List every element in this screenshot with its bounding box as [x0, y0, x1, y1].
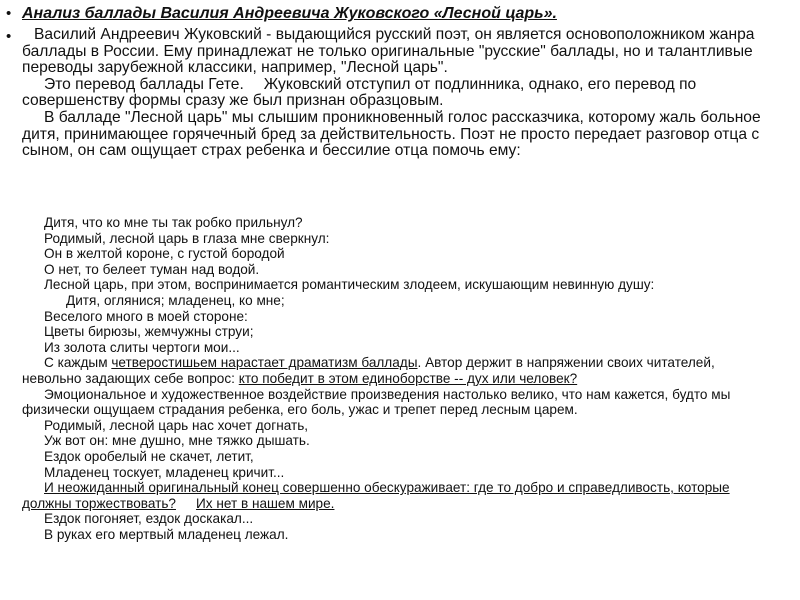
document-title: Анализ баллады Василия Андреевича Жуковского «Лесной царь».	[22, 5, 557, 22]
poem-line: Родимый, лесной царь в глаза мне сверкнул:	[44, 230, 330, 246]
poem-line: Ездок оробелый не скачет, летит,	[44, 448, 254, 464]
intro-section	[22, 27, 794, 160]
intro-paragraph: Это перевод баллады Гете. Жуковский отступил от подлинника, однако, его перевод по совершенству формы сразу же был признан образцовым.	[22, 75, 697, 110]
poem-line: Он в желтой короне, с густой бородой	[44, 246, 285, 262]
analysis-paragraph: Лесной царь, при этом, воспринимается романтическим злодеем, искушающим невинную душу:	[44, 277, 655, 293]
underlined-question: кто победит в этом единоборстве -- дух или человек?	[238, 370, 578, 386]
intro-paragraph: В балладе "Лесной царь" мы слышим проникновенный голос рассказчика, которому жаль больное дитя, принимающее горячечный бред за действительность. Поэт не просто передает разговор отца с сыном, он сам ощущает страх ребенка и бессилие отца помочь ему:	[22, 108, 761, 160]
bullet-marker: •	[6, 28, 12, 45]
analysis-paragraph-underlined: И неожиданный оригинальный конец совершенно обескураживает: где то добро и справедливость, которые должны торжествовать? Их нет в нашем мире.	[22, 480, 730, 511]
poem-line: В руках его мертвый младенец лежал.	[44, 526, 289, 542]
poem-line: Дитя, что ко мне ты так робко прильнул?	[44, 215, 303, 230]
poem-line: Цветы бирюзы, жемчужны струи;	[44, 324, 254, 340]
poem-line: Ездок погоняет, ездок доскакал...	[44, 511, 254, 527]
bullet-marker: •	[6, 5, 12, 22]
poem-line: Из золота слиты чертоги мои...	[44, 339, 240, 355]
poem-line: О нет, то белеет туман над водой.	[44, 261, 260, 277]
analysis-paragraph: Эмоциональное и художественное воздействие произведения настолько велико, что нам кажется, будто мы физически ощущаем страдания ребенка, его боль, ужас и трепет перед лесным царем.	[22, 386, 731, 418]
poem-line: Уж вот он: мне душно, мне тяжко дышать.	[44, 433, 310, 449]
analysis-paragraph: С каждым четверостишьем нарастает драматизм баллады. Автор держит в напряжении своих читателей, невольно задающих себе вопрос: кто победит в этом единоборстве -- дух или человек?	[22, 355, 715, 386]
poem-line: Младенец тоскует, младенец кричит...	[44, 464, 285, 480]
underlined-phrase: четверостишьем нарастает драматизм баллады	[111, 355, 418, 371]
poem-line: Веселого много в моей стороне:	[44, 308, 248, 324]
analysis-body	[22, 215, 762, 542]
poem-line: Дитя, оглянися; младенец, ко мне;	[66, 292, 285, 308]
intro-paragraph: Василий Андреевич Жуковский - выдающийся русский поэт, он является основоположником жанра баллады в России. Ему принадлежат не только оригинальные "русские" баллады, но и талантливые переводы зарубежной классики, например, "Лесной царь".	[22, 26, 755, 77]
poem-line: Родимый, лесной царь нас хочет догнать,	[44, 417, 309, 433]
